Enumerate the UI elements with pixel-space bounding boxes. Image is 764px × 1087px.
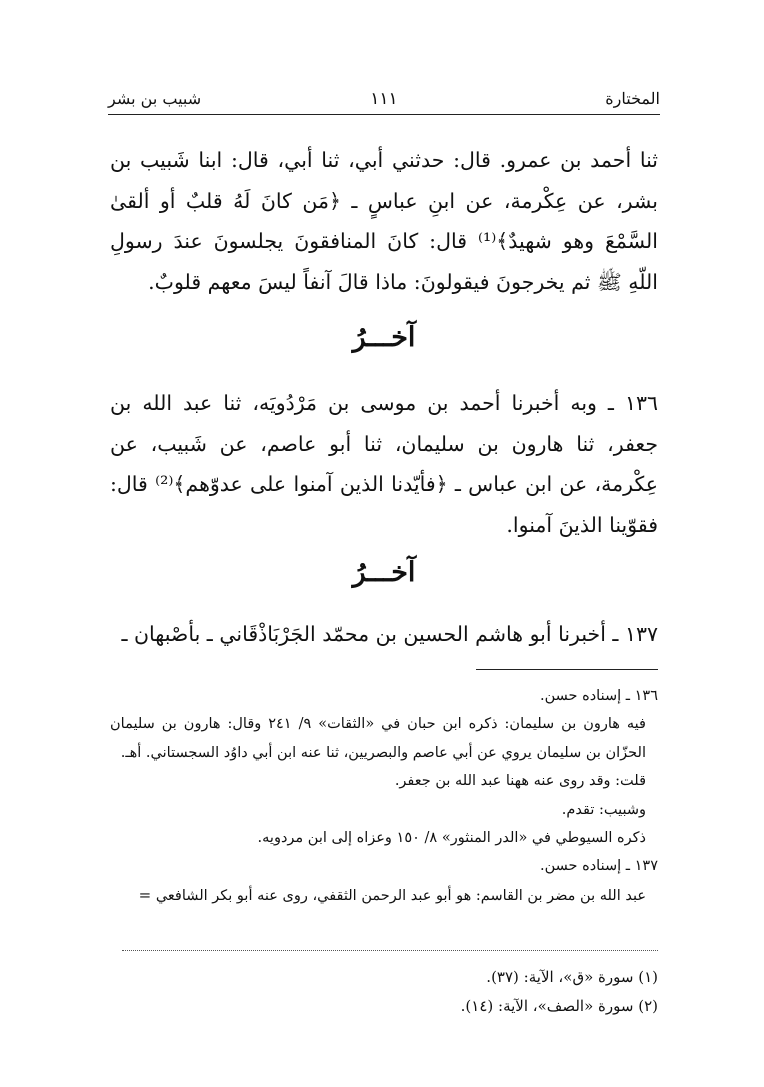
footnote-136-text: فيه هارون بن سليمان: ذكره ابن حبان في «الثقات» ٩/ ٢٤١ وقال: هارون بن سليمان الحزّان بن سليمان يروي عن أبي عاصم والبصريين، ثنا عنه ابن أبي داوُد السجستاني. أهـ. (110, 716, 646, 761)
footnote-137-heading: ١٣٧ ـ إسناده حسن. (539, 858, 658, 875)
footnote-137-body: عبد الله بن مضر بن القاسم: هو أبو عبد الرحمن الثقفي، روى عنه أبو بكر الشافعي (155, 887, 646, 904)
section-heading-1: آخـــرُ (352, 322, 416, 353)
chapter-title: شبيب بن بشر (108, 89, 202, 108)
running-header (108, 86, 660, 112)
body-paragraph-1-block (110, 140, 658, 302)
reference-1: (١) سورة «ق»، الآية: (٣٧). (486, 968, 658, 986)
body-paragraph-3: ١٣٧ ـ أخبرنا أبو هاشم الحسين بن محمّد الجَرْبَاذْقَاني ـ بأصْبهان ـ (121, 622, 658, 646)
book-title: المختارة (605, 89, 660, 108)
continuation-mark: = (138, 885, 152, 904)
footnote-136-shabib: وشبيب: تقدم. (561, 801, 646, 818)
footnote-136-source: ذكره السيوطي في «الدر المنثور» ٨/ ١٥٠ وعزاه إلى ابن مردويه. (257, 830, 646, 847)
page-number: ١١١ (370, 89, 398, 109)
references-divider (122, 950, 658, 951)
footnote-136-heading: ١٣٦ ـ إسناده حسن. (539, 688, 658, 704)
footnotes (110, 682, 658, 910)
body-paragraph-1: ثنا أحمد بن عمرو. قال: حدثني أبي، ثنا أبي، قال: ابنا شَبيب بن بشر، عن عِكْرمة، عن ابنِ عباسٍ ـ ﴿مَن كانَ لَهُ قلبٌ أو ألقىٰ السَّمْعَ وهو شهيدٌ﴾⁽¹⁾ قال: كانَ المنافقونَ يجلسونَ عندَ رسولِ اللّهِ ﷺ ثم يخرجونَ فيقولونَ: ماذا قالَ آنفاً ليسَ معهم قلوبٌ. (110, 148, 658, 294)
section-heading-2: آخـــرُ (352, 557, 416, 588)
body-paragraph-2-block (110, 383, 658, 545)
header-divider (108, 114, 660, 115)
reference-2: (٢) سورة «الصف»، الآية: (١٤). (460, 997, 658, 1015)
footnote-136-note: قلت: وقد روى عنه ههنا عبد الله بن جعفر. (394, 773, 646, 790)
footnote-137-text (110, 881, 658, 910)
body-paragraph-3-block (110, 614, 658, 655)
quran-references (110, 963, 658, 1021)
body-paragraph-2: ١٣٦ ـ وبه أخبرنا أحمد بن موسى بن مَرْدُويَه، ثنا عبد الله بن جعفر، ثنا هارون بن سليمان، ثنا أبو عاصم، عن شَبيب، عن عِكْرمة، عن ابن عباس ـ ﴿فأيّدنا الذين آمنوا على عدوّهم﴾⁽²⁾ قال: فقوّينا الذينَ آمنوا. (110, 391, 658, 537)
footnote-divider (476, 669, 658, 670)
